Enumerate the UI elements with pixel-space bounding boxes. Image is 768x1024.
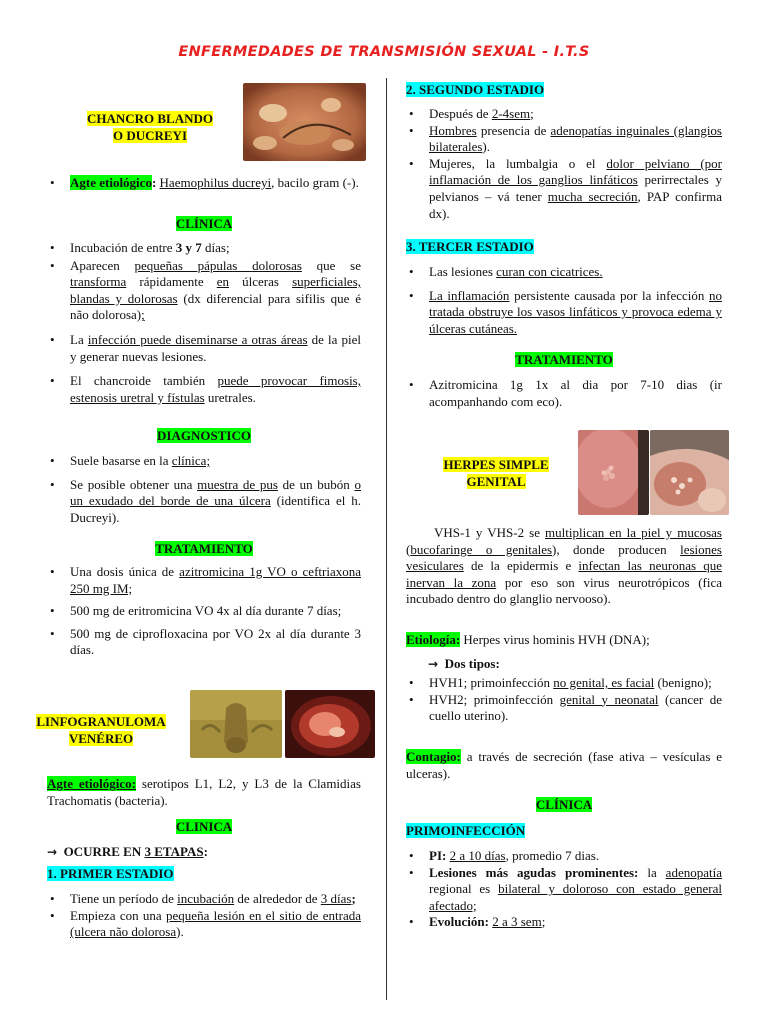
linfo-agent [47,776,361,809]
chancro-heading-line2: O DUCREYI [112,128,188,143]
arrow-icon: → [428,657,439,671]
herpes-etio-label: Etiología: [406,632,461,647]
list-item: • 500 mg de eritromicina VO 4x al día durante 7 días; [47,603,361,620]
right-trat-label: TRATAMIENTO [515,352,613,367]
herpes-primo-list [406,848,722,931]
list-item: • Azitromicina 1g 1x al dia por 7-10 dias (ir acompanhando com eco). [406,377,722,410]
tercer-list [406,264,722,337]
herpes-etio-text: Herpes virus hominis HVH (DNA); [460,632,650,647]
list-item: • Se posible obtener una muestra de pus de un bubón o un exudado del borde de una úlcera (identifica el h. Ducreyi). [47,477,361,527]
list-item: • Después de 2-4sem; [406,106,722,123]
chancro-photo [243,83,366,161]
herpes-tipos: → Dos tipos: [428,656,500,671]
herpes-heading-line1: HERPES SIMPLE [443,457,549,472]
herpes-contagio-text: a través de secreción (fase ativa – vesículas e ulceras). [406,749,722,781]
list-item: • Empieza con una pequeña lesión en el sitio de entrada (ulcera não dolorosa). [47,908,361,941]
list-item: • La inflamación persistente causada por la infección no tratada obstruye los vasos linfáticos y provoca edema y úlceras cutáneas. [406,288,722,338]
chancro-agent-rest: , bacilo gram (-). [271,175,359,190]
chancro-agent-item [47,175,361,192]
list-item: • Hombres presencia de adenopatías inguinales (glangios bilaterales). [406,123,722,156]
list-item: • Las lesiones curan con cicatrices. [406,264,722,281]
herpes-photo-1 [578,430,649,515]
chancro-diag-heading [47,428,361,445]
right-trat-list [406,377,722,410]
chancro-clinica-label: CLÍNICA [175,216,233,231]
herpes-primo-heading [406,823,722,840]
segundo-list [406,106,722,222]
chancro-trat-heading [47,541,361,558]
list-item: • Mujeres, la lumbalgia o el dolor pelviano (por inflamación de los ganglios linfáticos perirrectales y pelvianos – vá tener mucha secreción, PAP confirma dx). [406,156,722,222]
page-title: ENFERMEDADES DE TRANSMISIÓN SEXUAL - I.T.S [178,44,590,60]
tercer-label: 3. TERCER ESTADIO [406,239,534,254]
herpes-clinica-heading [406,797,722,814]
chancro-clinica-list [47,240,361,406]
list-item: • La infección puede diseminarse a otras áreas de la piel y generar nuevas lesiones. [47,332,361,365]
chancro-agent [47,175,361,192]
linfo-primer-list [47,891,361,941]
linfo-agent-label: Agte etiológico: [47,776,136,791]
chancro-diag-list [47,453,361,526]
chancro-heading [70,110,230,144]
arrow-icon: → [47,845,58,859]
list-item: • Lesiones más agudas prominentes: la adenopatía regional es bilateral y doloroso con estado general afectado; [406,865,722,915]
column-divider [386,78,387,1000]
chancro-agent-name: Haemophilus ducreyi [159,175,272,190]
linfo-etapas: → OCURRE EN 3 ETAPAS: [47,844,208,859]
linfo-heading-line2: VENÉREO [68,731,134,746]
herpes-photo-2-svg [650,430,729,515]
linfo-primer-heading [47,866,361,883]
list-item: • Aparecen pequeñas pápulas dolorosas que se transforma rápidamente en úlceras superficiales, blandas y dolorosas (dx diferencial para sifilis que é não dolorosa); [47,258,361,324]
chancro-agent-colon: : [151,175,157,190]
chancro-heading-line1: CHANCRO BLANDO [86,111,214,126]
linfogranuloma-photo-2 [285,690,375,758]
right-trat-heading [406,352,722,369]
list-item: • 500 mg de ciprofloxacina por VO 2x al día durante 3 días. [47,626,361,659]
herpes-heading-line2: GENITAL [466,474,526,489]
list-item: • HVH2; primoinfección genital y neonatal (cancer de cuello uterino). [406,692,722,725]
chancro-trat-label: TRATAMIENTO [155,541,253,556]
chancro-diag-label: DIAGNOSTICO [157,428,251,443]
list-item: • HVH1; primoinfección no genital, es facial (benigno); [406,675,722,692]
herpes-etiologia [406,632,722,649]
linfo-clinica-heading [47,819,361,836]
list-item: • Suele basarse en la clínica; [47,453,361,470]
linfo-heading-line1: LINFOGRANULOMA [36,714,166,729]
herpes-photo-1-svg [578,430,649,515]
chancro-agent-label: Agte etiológico [70,175,152,190]
herpes-contagio-label: Contagio: [406,749,461,764]
herpes-clinica-label: CLÍNICA [535,797,593,812]
herpes-primo-label: PRIMOINFECCIÓN [406,823,526,838]
list-item: • El chancroide también puede provocar fimosis, estenosis uretral y fístulas uretrales. [47,373,361,406]
herpes-intro: VHS-1 y VHS-2 se multiplican en la piel y mucosas (bucofaringe o genitales), donde producen lesiones vesiculares de la epidermis e infectan las neuronas que inervan la zona por eso son virus neurotrópicos (fica incubado dentro do glanglio nervooso). [406,525,723,607]
list-item: • Evolución: 2 a 3 sem; [406,914,722,931]
list-item: • Incubación de entre 3 y 7 días; [47,240,361,257]
chancro-trat-list [47,564,361,659]
linfogranuloma-photo-1 [190,690,282,758]
linfo-photo-1-svg [190,690,282,758]
linfo-agent-text: serotipos L1, L2, y L3 de la Clamidias Trachomatis (bacteria). [47,776,361,808]
segundo-label: 2. SEGUNDO ESTADIO [406,82,545,97]
chancro-clinica-heading [47,216,361,233]
list-item: • Una dosis única de azitromicina 1g VO o ceftriaxona 250 mg IM; [47,564,361,597]
segundo-heading [406,82,722,99]
chancro-photo-svg [243,83,366,161]
herpes-heading [426,456,566,490]
herpes-hvh-list [406,675,722,725]
linfo-clinica-label: CLINICA [175,819,233,834]
list-item: • PI: 2 a 10 días, promedio 7 dias. [406,848,722,865]
linfo-photo-2-svg [285,690,375,758]
list-item: • Tiene un período de incubación de alrededor de 3 días; [47,891,361,908]
linfo-primer-label: 1. PRIMER ESTADIO [47,866,174,881]
herpes-photo-2 [650,430,729,515]
tercer-heading [406,239,722,256]
herpes-contagio [406,749,722,782]
linfo-heading [18,713,184,747]
